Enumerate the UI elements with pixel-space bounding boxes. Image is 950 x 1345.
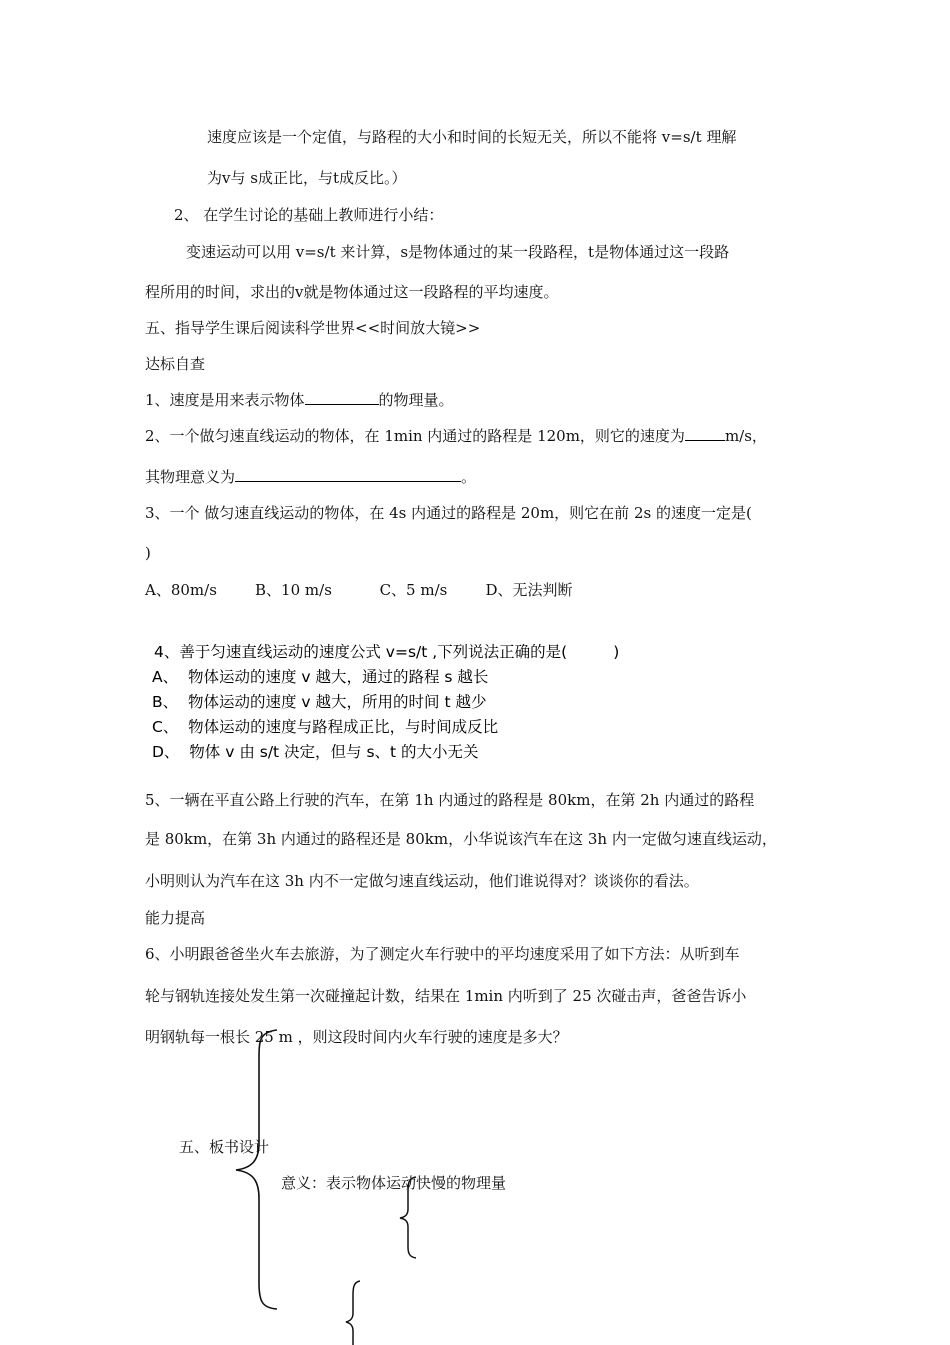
section-heading: 达标自查 — [145, 355, 206, 373]
question-2-unit: m/s， — [724, 427, 767, 445]
large-brace-icon — [232, 1028, 282, 1313]
question-3-options: A、80m/s B、10 m/s C、5 m/s D、无法判断 — [145, 581, 573, 599]
question-4-text: 4、善于匀速直线运动的速度公式 v=s/t ,下列说法正确的是( — [154, 643, 568, 661]
board-design-heading: 五、板书设计 — [179, 1138, 270, 1156]
section-heading: 能力提高 — [145, 909, 206, 927]
question-4-stem — [154, 641, 619, 663]
question-5-line3: 小明则认为汽车在这 3h 内不一定做匀速直线运动，他们谁说得对？谈谈你的看法。 — [145, 872, 699, 890]
question-4-paren: ) — [613, 643, 620, 661]
section-heading: 五、指导学生课后阅读科学世界<<时间放大镜>> — [145, 319, 481, 337]
question-6-line3: 明钢轨每一根长 25 m ，则这段时间内火车行驶的速度是多大？ — [145, 1028, 568, 1046]
question-6: 6、小明跟爸爸坐火车去旅游，为了测定火车行驶中的平均速度采用了如下方法：从听到车 — [145, 945, 740, 963]
text-line: 程所用的时间，求出的v就是物体通过这一段路程的平均速度。 — [145, 283, 559, 301]
question-2 — [145, 426, 767, 446]
question-4-option-d: D、 物体 v 由 s/t 决定，但与 s、t 的大小无关 — [152, 743, 479, 761]
text-line: 变速运动可以用 v=s/t 来计算，s是物体通过的某一段路程，t是物体通过这一段路 — [186, 243, 730, 261]
question-2-label: 其物理意义为 — [145, 468, 236, 486]
question-4-option-a: A、 物体运动的速度 v 越大，通过的路程 s 越长 — [152, 668, 489, 686]
question-2-text: 2、一个做匀速直线运动的物体，在 1min 内通过的路程是 120m，则它的速度为 — [145, 427, 685, 445]
meaning-text: 意义：表示物体运动快慢的物理量 — [281, 1174, 507, 1192]
question-6-line2: 轮与钢轨连接处发生第一次碰撞起计数，结果在 1min 内听到了 25 次碰击声，爸爸告诉小 — [145, 987, 747, 1005]
question-1-tail: 的物理量。 — [378, 391, 454, 409]
answer-blank[interactable] — [235, 467, 461, 482]
question-3: 3、一个 做匀速直线运动的物体，在 4s 内通过的路程是 20m，则它在前 2s 的速度一定是( — [145, 504, 752, 522]
bottom-brace-icon — [344, 1279, 364, 1345]
question-1-text: 1、速度是用来表示物体 — [145, 391, 305, 409]
text-line: 2、 在学生讨论的基础上教师进行小结： — [174, 206, 444, 224]
question-5: 5、一辆在平直公路上行驶的汽车，在第 1h 内通过的路程是 80km，在第 2h 内通过的路程 — [145, 791, 755, 809]
question-4-option-b: B、 物体运动的速度 v 越大，所用的时间 t 越少 — [152, 693, 487, 711]
question-1 — [145, 390, 454, 410]
answer-blank[interactable] — [685, 426, 725, 441]
question-4-option-c: C、 物体运动的速度与路程成正比，与时间成反比 — [152, 718, 499, 736]
text-line: 速度应该是一个定值，与路程的大小和时间的长短无关，所以不能将 v=s/t 理解 — [207, 128, 737, 146]
text-line: 为v与 s成正比，与t成反比。） — [207, 169, 407, 187]
question-3-paren: ) — [145, 544, 151, 562]
question-5-line2: 是 80km，在第 3h 内通过的路程还是 80km，小华说该汽车在这 3h 内一定做匀速直线运动， — [145, 830, 777, 848]
question-2-end: 。 — [461, 468, 477, 486]
question-2-line2 — [145, 467, 476, 487]
small-brace-icon — [398, 1175, 420, 1260]
answer-blank[interactable] — [305, 390, 379, 405]
